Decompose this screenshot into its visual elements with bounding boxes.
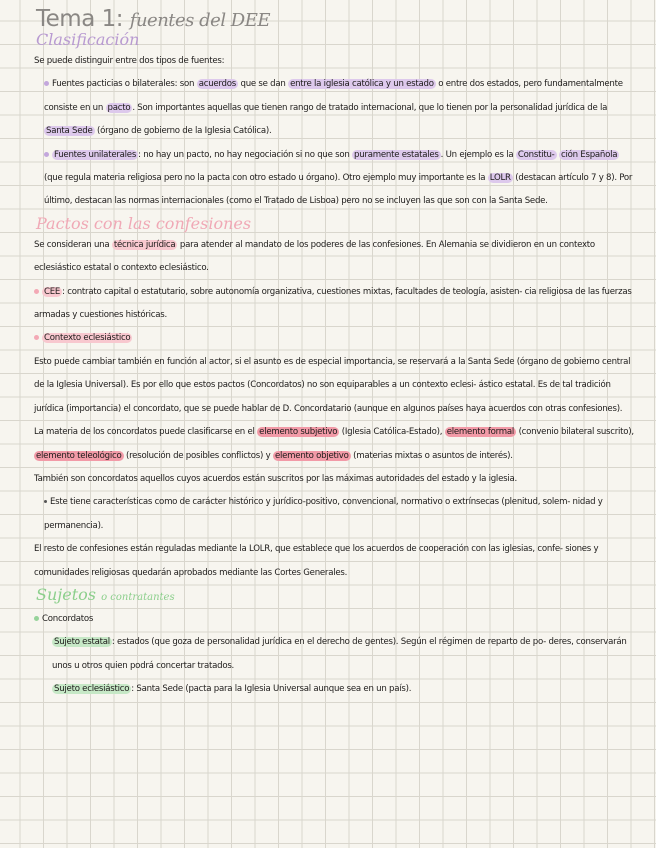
- highlight: elemento subjetivo: [259, 427, 338, 438]
- bullet-icon: [34, 616, 39, 621]
- bullet-icon: [44, 152, 49, 157]
- bullet-icon: [34, 335, 39, 340]
- highlight: Fuentes unilaterales: [54, 149, 137, 160]
- highlight: entre la iglesia católica y un estado: [290, 79, 434, 90]
- highlight: elemento objetivo: [274, 450, 349, 461]
- highlight: ción Española: [561, 149, 618, 160]
- highlight: CEE: [44, 286, 61, 297]
- paragraph-sujeto-estatal: Sujeto estatal : estados (que goza de personalidad jurídica en el derecho de gentes). Según el régimen de reparto de po- deres, conservarán unos u otros quien podrá concertar tratados.: [52, 637, 627, 671]
- paragraph-contexto: Esto puede cambiar también en función al actor, si el asunto es de especial importancia, se reservará a la Santa Sede (órgano de gobierno central de la Iglesia Universal). Es por ello que estos pactos (Concordatos) no son equiparables a un contexto eclesi- ástico estatal. Es de tal tradición jurídica (importancia) el concordato, que se puede hablar de D. Concordatario (aunque en algunos países haya acuerdos con otras confesiones).: [34, 356, 631, 414]
- highlight: técnica jurídica: [113, 239, 176, 250]
- highlight: Santa Sede: [46, 126, 93, 137]
- paragraph-contexto-label: [34, 327, 634, 350]
- highlight: puramente estatales: [354, 149, 439, 160]
- bullet-icon: [44, 81, 49, 86]
- highlight: pacto: [107, 102, 131, 113]
- bullet-icon: [44, 500, 47, 503]
- bullet-icon: [34, 289, 39, 294]
- highlight: Sujeto estatal: [54, 637, 110, 648]
- paragraph-fuentes-pacticias: Fuentes pacticias o bilaterales: son acuerdos que se dan entre la iglesia católica y un estado o entre dos estados, pero fundamentalmente consiste en un pacto . Son importantes aquellas que tienen rango de tratado internacional, que lo tienen por la personalidad jurídica de la Santa Sede (órgano de gobierno de la Iglesia Católica).: [44, 79, 623, 137]
- highlight: Constitu-: [517, 149, 555, 160]
- title-subtitle: fuentes del DEE: [129, 10, 271, 31]
- paragraph-lolr: El resto de confesiones están reguladas mediante la LOLR, que establece que los acuerdos de cooperación con las iglesias, confe- siones y comunidades religiosas quedarán aprobados mediante las Cortes Generales.: [34, 544, 599, 578]
- paragraph-concordatos-autoridades: También son concordatos aquellos cuyos acuerdos están suscritos por las máximas autoridades del estado y la iglesia.: [34, 473, 517, 484]
- highlight: Contexto eclesiástico: [44, 333, 131, 344]
- paragraph-pactos-intro: Se consideran una técnica jurídica para atender al mandato de los poderes de las confesiones. En Alemania se dividieron en un contexto eclesiástico estatal o contexto eclesiástico.: [34, 239, 595, 274]
- heading-clasificacion: Clasificación: [36, 30, 140, 49]
- heading-pactos: Pactos con las confesiones: [36, 213, 252, 233]
- title-main: Tema 1:: [36, 6, 123, 32]
- paragraph-materia: La materia de los concordatos puede clasificarse en el elemento subjetivo (Iglesia Católica-Estado), elemento formal (convenio bilateral suscrito), elemento teleológico (resolución de posibles conflictos) y elemento objetivo (materias mixtas o asuntos de interés).: [34, 427, 634, 461]
- notes-page: [34, 4, 634, 702]
- paragraph-sujeto-eclesiastico: Sujeto eclesiástico : Santa Sede (pacta para la Iglesia Universal aunque sea en un país).: [54, 684, 412, 695]
- highlight: elemento teleológico: [36, 450, 122, 461]
- paragraph-fuentes-unilaterales: Fuentes unilaterales : no hay un pacto, no hay negociación si no que son puramente estatales . Un ejemplo es la Constitu- ción Española (que regula materia religiosa pero no la pacta con otro estado u órgano). Otro ejemplo muy importante es la LOLR (destacan artículo 7 y 8). Por último, destacan las normas internacionales (como el Tratado de Lisboa) pero no se incluyen las que son con la Santa Sede.: [44, 149, 633, 207]
- paragraph-caracteristicas: Este tiene características como de carácter histórico y jurídico-positivo, convencional, normativo o extrínsecas (plenitud, solem- nidad y permanencia).: [44, 497, 603, 531]
- paragraph-concordatos-label: Concordatos: [34, 608, 634, 631]
- highlight: acuerdos: [198, 79, 237, 90]
- highlight: elemento formal: [446, 427, 515, 438]
- heading-sujetos: Sujetos o contratantes: [36, 584, 175, 604]
- highlight: Sujeto eclesiástico: [54, 684, 130, 695]
- highlight: LOLR: [489, 173, 511, 184]
- paragraph-cee: CEE : contrato capital o estatutario, sobre autonomía organizativa, cuestiones mixtas, facultades de teología, asisten- cia religiosa de las fuerzas armadas y cuestiones históricas.: [34, 286, 632, 321]
- clasificacion-intro: Se puede distinguir entre dos tipos de fuentes:: [34, 56, 225, 66]
